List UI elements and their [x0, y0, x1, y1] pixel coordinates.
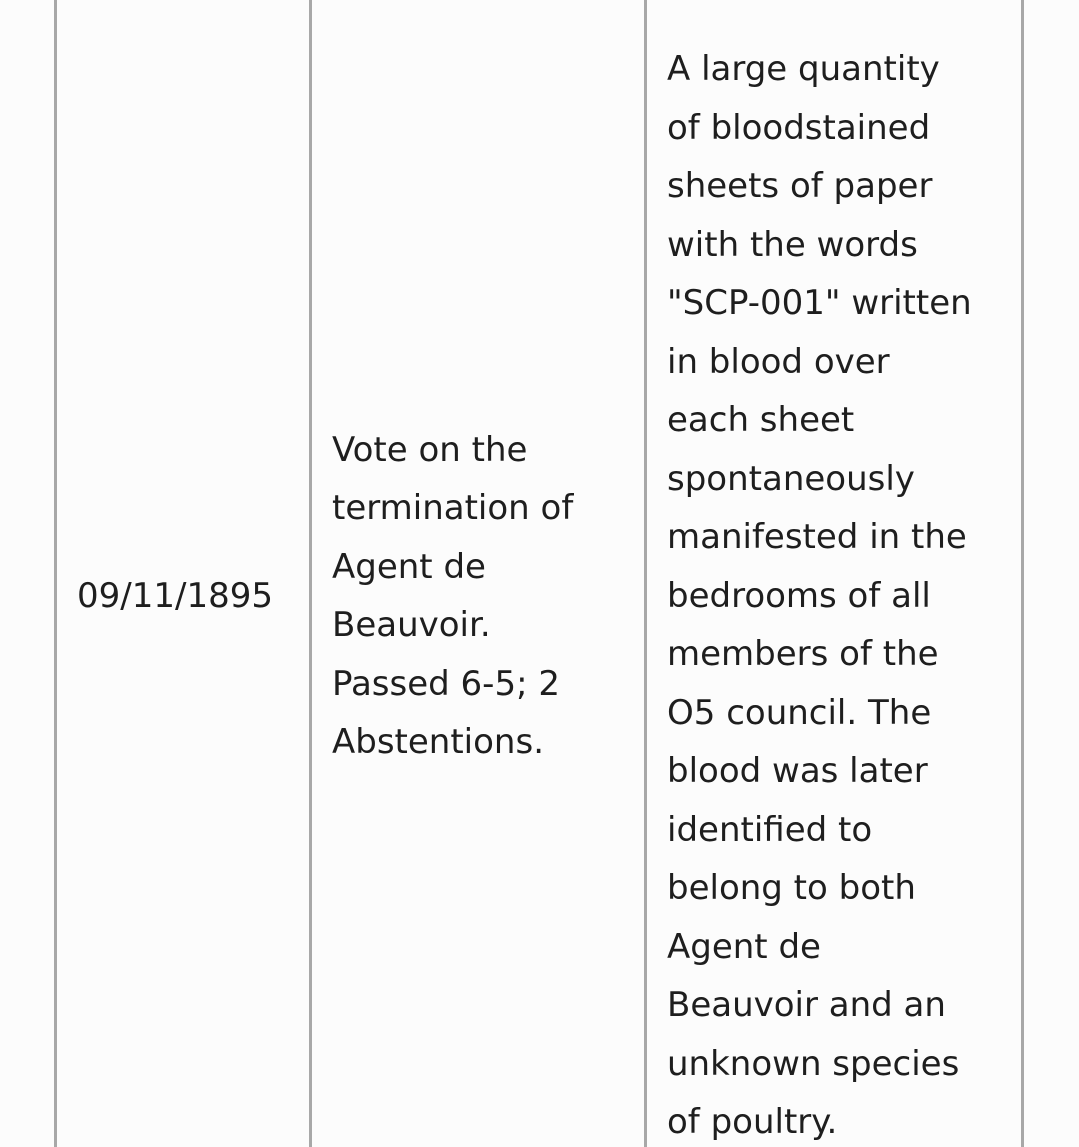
result-line: Beauvoir and an [667, 985, 946, 1026]
result-line: spontaneously [667, 458, 915, 499]
event-line: Agent de [332, 546, 486, 587]
table-row [54, 0, 1024, 1147]
result-line: A large quantity [667, 49, 940, 90]
event-line: Vote on the [332, 429, 528, 470]
result-text [667, 40, 972, 1147]
result-line: in blood over [667, 341, 890, 382]
result-line: O5 council. The [667, 692, 932, 733]
event-line: Abstentions. [332, 722, 545, 762]
result-cell [647, 0, 1021, 1147]
event-line: Passed 6-5; 2 [332, 663, 560, 704]
result-line: "SCP-001" written [667, 283, 972, 324]
result-line: with the words [667, 224, 918, 265]
result-line: of bloodstained [667, 107, 931, 148]
result-line: each sheet [667, 400, 855, 441]
date-cell [57, 0, 312, 1147]
result-line: manifested in the [667, 517, 967, 558]
result-line: belong to both [667, 868, 916, 909]
result-line: bedrooms of all [667, 575, 931, 616]
result-line: blood was later [667, 751, 928, 792]
result-line: identified to [667, 809, 873, 850]
result-line: sheets of paper [667, 166, 933, 207]
event-line: Beauvoir. [332, 605, 491, 645]
date-text: 09/11/1895 [77, 575, 273, 616]
result-line: of poultry. [667, 1102, 838, 1143]
event-text [332, 421, 573, 772]
result-line: Agent de [667, 926, 821, 967]
event-cell [312, 0, 647, 1147]
result-line: unknown species [667, 1043, 960, 1084]
result-line: members of the [667, 634, 939, 675]
event-line: termination of [332, 488, 574, 528]
